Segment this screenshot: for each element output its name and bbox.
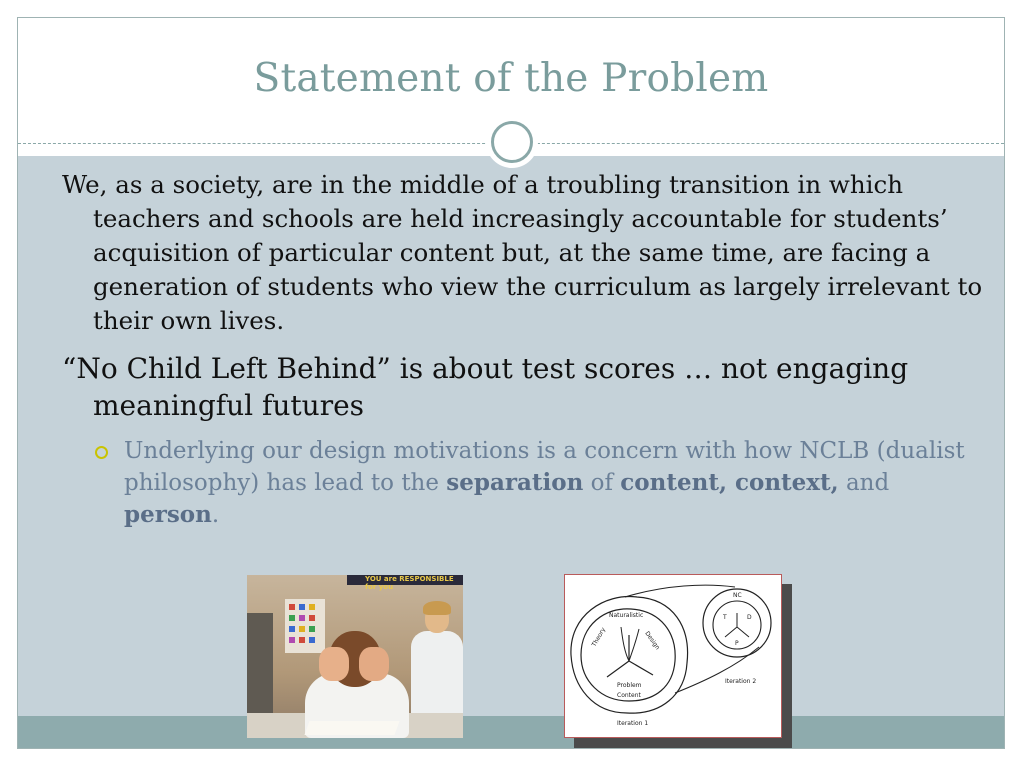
slide-title: Statement of the Problem [253, 56, 769, 101]
label-iteration-1: Iteration 1 [617, 720, 649, 727]
diagram-svg [565, 575, 781, 737]
term-separation: separation [446, 469, 584, 496]
label-nc: NC [733, 592, 742, 599]
slide [17, 17, 1005, 749]
body-text [62, 168, 987, 531]
paragraph-2: “No Child Left Behind” is about test scores … not engaging meaningful futures [62, 352, 909, 422]
sub-bullet-of: of [583, 470, 621, 496]
label-t: T [723, 614, 727, 621]
ring-bullet-icon [95, 446, 108, 459]
label-naturalistic: Naturalistic [609, 612, 644, 619]
photo-paper [304, 721, 399, 735]
sub-bullet [93, 436, 987, 531]
term-person: person [124, 501, 212, 528]
photo-banner-text: YOU are RESPONSIBLE for you [365, 575, 454, 591]
sub-bullet-end: . [211, 502, 220, 528]
iteration-diagram [564, 574, 782, 738]
paragraph-1: We, as a society, are in the middle of a troubling transition in which teachers and schools are held increasingly accountable for students’ acquisition of particular content but, at the same time, are facing a generation of students who view the curriculum as largely irrelevant to their own lives. [62, 170, 983, 335]
label-d: D [747, 614, 752, 621]
label-content: Content [617, 692, 641, 699]
label-design: Design [643, 630, 661, 652]
label-p: P [735, 640, 739, 647]
bottom-band [18, 716, 1004, 749]
label-iteration-2: Iteration 2 [725, 678, 757, 685]
term-content-context: content, context, [620, 469, 839, 496]
circle-ornament-icon [486, 116, 538, 168]
sub-bullet-and: and [838, 470, 890, 496]
ring-icon [491, 121, 533, 163]
label-theory: Theory [590, 626, 608, 648]
label-problem: Problem [617, 682, 642, 689]
classroom-photo [247, 575, 463, 738]
sub-bullet-lead: Underlying our design motivations is a concern with how NCLB (dualist philosophy) has lead to the [124, 438, 965, 496]
